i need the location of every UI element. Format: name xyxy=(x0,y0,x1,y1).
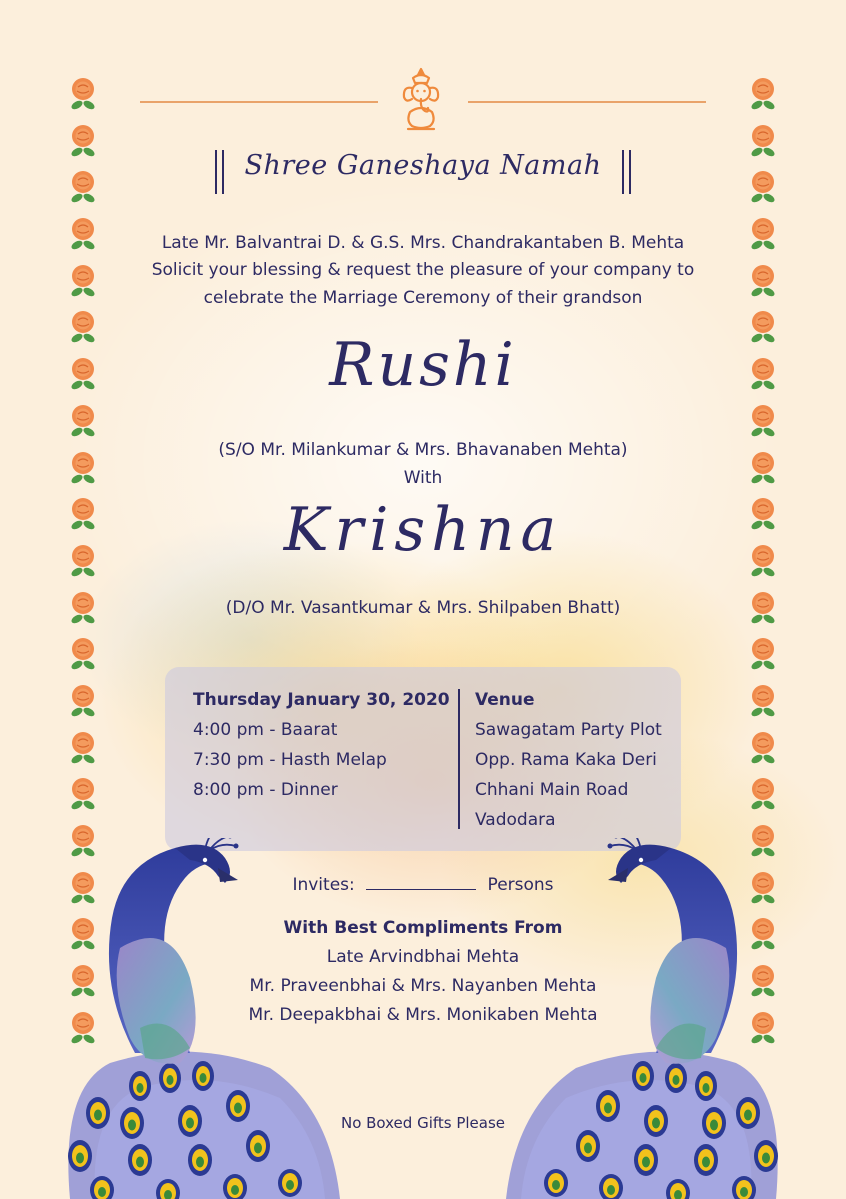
bride-name: Krishna xyxy=(283,495,563,565)
venue-line: Sawagatam Party Plot xyxy=(475,720,662,740)
marigold-flower-icon xyxy=(749,730,777,765)
event-details-box xyxy=(165,667,681,851)
bride-parents: (D/O Mr. Vasantkumar & Mrs. Shilpaben Bhatt) xyxy=(225,598,621,618)
groom-name: Rushi xyxy=(329,330,517,400)
invocation-title: Shree Ganeshaya Namah xyxy=(244,150,602,181)
compliment-name: Mr. Praveenbhai & Mrs. Nayanben Mehta xyxy=(249,976,597,996)
schedule-item: 4:00 pm - Baarat xyxy=(193,720,338,740)
intro-line-3: celebrate the Marriage Ceremony of their grandson xyxy=(203,288,643,308)
marigold-flower-icon xyxy=(749,403,777,438)
marigold-flower-icon xyxy=(749,683,777,718)
venue-line: Chhani Main Road xyxy=(475,780,629,800)
intro-line-2: Solicit your blessing & request the pleasure of your company to xyxy=(151,260,695,280)
venue-heading: Venue xyxy=(475,690,535,710)
marigold-flower-icon xyxy=(69,636,97,671)
venue-line: Vadodara xyxy=(475,810,556,830)
marigold-flower-icon xyxy=(69,730,97,765)
venue-column xyxy=(475,685,662,835)
footer-note: No Boxed Gifts Please xyxy=(340,1114,506,1132)
peacock-left-illustration xyxy=(40,838,340,1199)
connector-with: With xyxy=(403,468,443,488)
venue-line: Opp. Rama Kaka Deri xyxy=(475,750,657,770)
schedule-column xyxy=(193,685,450,805)
marigold-flower-icon xyxy=(749,636,777,671)
top-left-divider xyxy=(140,101,378,103)
invites-suffix: Persons xyxy=(487,875,554,895)
schedule-item: 7:30 pm - Hasth Melap xyxy=(193,750,387,770)
compliment-name: Mr. Deepakbhai & Mrs. Monikaben Mehta xyxy=(248,1005,598,1025)
ganesha-icon xyxy=(396,66,446,136)
column-divider xyxy=(458,689,460,829)
marigold-flower-icon xyxy=(69,76,97,111)
top-right-divider xyxy=(468,101,706,103)
schedule-item: 8:00 pm - Dinner xyxy=(193,780,338,800)
marigold-flower-icon xyxy=(749,76,777,111)
invites-label: Invites: xyxy=(292,875,355,895)
event-date: Thursday January 30, 2020 xyxy=(193,690,450,710)
marigold-flower-icon xyxy=(69,683,97,718)
intro-line-1: Late Mr. Balvantrai D. & G.S. Mrs. Chandrakantaben B. Mehta xyxy=(161,233,685,253)
groom-parents: (S/O Mr. Milankumar & Mrs. Bhavanaben Mehta) xyxy=(218,440,628,460)
invites-blank-line xyxy=(366,872,476,890)
compliments-heading: With Best Compliments From xyxy=(283,918,563,938)
marigold-flower-icon xyxy=(69,403,97,438)
marigold-flower-icon xyxy=(69,776,97,811)
peacock-right-illustration xyxy=(506,838,806,1199)
marigold-flower-icon xyxy=(749,776,777,811)
compliment-name: Late Arvindbhai Mehta xyxy=(326,947,520,967)
